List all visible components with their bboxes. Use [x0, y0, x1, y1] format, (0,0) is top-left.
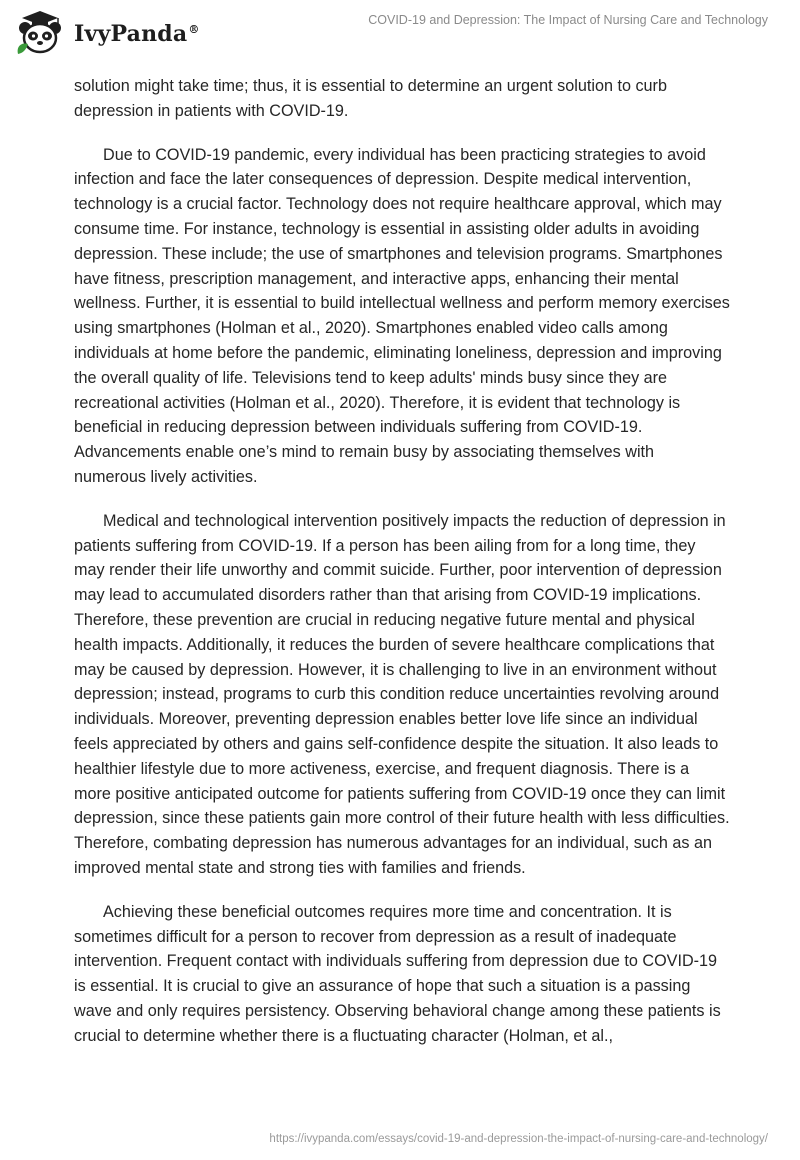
paragraph: solution might take time; thus, it is essential to determine an urgent solution to curb depression in patients with COVID-19. [74, 77, 667, 120]
ivypanda-logo[interactable] [14, 10, 200, 56]
document-title: COVID-19 and Depression: The Impact of Nursing Care and Technology [368, 13, 768, 27]
essay-body [74, 74, 730, 1067]
panda-graduate-icon [14, 10, 66, 56]
source-url[interactable]: https://ivypanda.com/essays/covid-19-and-depression-the-impact-of-nursing-care-and-technology/ [269, 1133, 768, 1145]
paragraph: Due to COVID-19 pandemic, every individual has been practicing strategies to avoid infection and face the later consequences of depression. Despite medical intervention, technology is a crucial factor. Technology does not require healthcare approval, which may consume time. For instance, technology is essential in assisting older adults in avoiding depression. These include; the use of smartphones and television programs. Smartphones have fitness, prescription management, and interactive apps, enhancing their mental wellness. Further, it is essential to build intellectual wellness and perform memory exercises using smartphones (Holman et al., 2020). Smartphones enabled video calls among individuals at home before the pandemic, eliminating loneliness, depression and improving the overall quality of life. Televisions tend to keep adults' minds busy since they are recreational activities (Holman et al., 2020). Therefore, it is evident that technology is beneficial in reducing depression between individuals suffering from COVID-19. Advancements enable one’s mind to remain busy by associating themselves with numerous lively activities. [74, 145, 730, 486]
page-header [0, 0, 800, 64]
paragraph: Medical and technological intervention positively impacts the reduction of depression in patients suffering from COVID-19. If a person has been ailing from for a long time, they may render their life unworthy and commit suicide. Further, poor intervention of depression may lead to accumulated disorders rather than that arising from COVID-19 implications. Therefore, these prevention are crucial in reducing negative future mental and physical health impacts. Additionally, it reduces the burden of severe healthcare complications that may be caused by depression. However, it is challenging to live in an environment without depression; instead, programs to curb this condition reduce uncertainties revolving around individuals. Moreover, preventing depression enables better love life since an individual feels appreciated by others and gains self-confidence despite the situation. It also leads to healthier lifestyle due to more activeness, exercise, and frequent diagnosis. There is a more positive anticipated outcome for patients suffering from COVID-19 once they can limit depression, since these patients gain more control of their future health with less difficulties. Therefore, combating depression has numerous advantages for an individual, such as an improved mental state and strong ties with families and friends. [74, 511, 730, 877]
brand-name: IvyPanda® [74, 21, 200, 47]
paragraph: Achieving these beneficial outcomes requires more time and concentration. It is sometimes difficult for a person to recover from depression as a result of inadequate intervention. Frequent contact with individuals suffering from depression due to COVID-19 is essential. It is crucial to give an assurance of hope that such a situation is a passing wave and only requires persistency. Observing behavioral change among these patients is crucial to determine whether there is a fluctuating character (Holman, et al., [74, 902, 721, 1045]
